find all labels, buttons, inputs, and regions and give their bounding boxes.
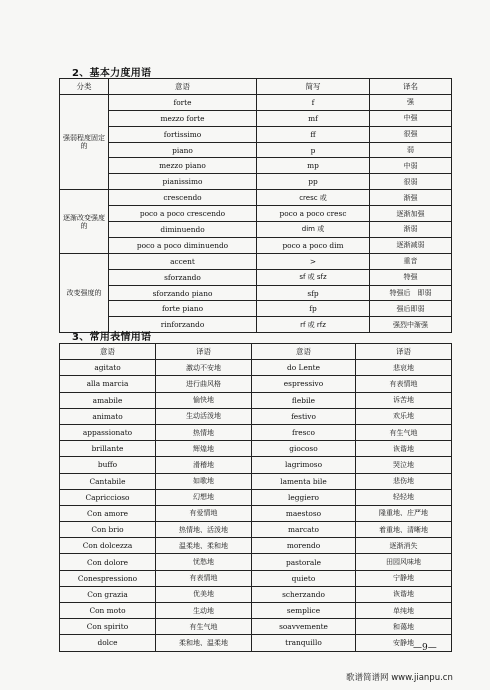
table-row	[60, 110, 452, 126]
translation: 渐强	[370, 190, 452, 206]
translation: 强	[370, 94, 452, 110]
italian-term: lagrimoso	[252, 457, 356, 473]
header-abbreviation: 简写	[257, 79, 370, 95]
abbreviation: pp	[257, 174, 370, 190]
table-row	[60, 376, 452, 392]
abbreviation: poco a poco dim	[257, 237, 370, 253]
table-row	[60, 285, 452, 301]
watermark: 歌谱简谱网 www.jianpu.cn	[346, 673, 453, 683]
italian-term: leggiero	[252, 489, 356, 505]
table-row	[60, 237, 452, 253]
translation: 重音	[370, 253, 452, 269]
abbreviation: >	[257, 253, 370, 269]
translation: 田园风味地	[356, 554, 452, 570]
translation: 着重地、清晰地	[356, 522, 452, 538]
translation: 宁静地	[356, 570, 452, 586]
italian-term: mezzo forte	[109, 110, 257, 126]
italian-term: mezzo piano	[109, 158, 257, 174]
table-row	[60, 586, 452, 602]
page-number: —9—	[413, 643, 437, 653]
translation: 安静地	[356, 635, 452, 651]
translation: 逐渐减弱	[370, 237, 452, 253]
italian-term: tranquillo	[252, 635, 356, 651]
abbreviation: ff	[257, 126, 370, 142]
translation: 生动活泼地	[156, 408, 252, 424]
italian-term: marcato	[252, 522, 356, 538]
translation: 诙谐地	[356, 441, 452, 457]
italian-term: poco a poco crescendo	[109, 206, 257, 222]
italian-term: animato	[60, 408, 156, 424]
translation: 进行曲风格	[156, 376, 252, 392]
translation: 特强后 即弱	[370, 285, 452, 301]
italian-term: alla marcia	[60, 376, 156, 392]
italian-term: soavvemente	[252, 619, 356, 635]
header-translation: 译语	[356, 344, 452, 360]
header-category: 分类	[60, 79, 109, 95]
translation: 忧愁地	[156, 554, 252, 570]
italian-term: festivo	[252, 408, 356, 424]
translation: 特强	[370, 269, 452, 285]
translation: 单纯地	[356, 603, 452, 619]
translation: 欢乐地	[356, 408, 452, 424]
header-italian: 意语	[60, 344, 156, 360]
italian-term: appassionato	[60, 424, 156, 440]
italian-term: buffo	[60, 457, 156, 473]
table-row	[60, 408, 452, 424]
translation: 辉煌地	[156, 441, 252, 457]
italian-term: semplice	[252, 603, 356, 619]
table-row	[60, 619, 452, 635]
table-row	[60, 206, 452, 222]
table-row	[60, 522, 452, 538]
translation: 有生气地	[156, 619, 252, 635]
italian-term: agitato	[60, 360, 156, 376]
italian-term: forte piano	[109, 301, 257, 317]
translation: 愉快地	[156, 392, 252, 408]
dynamics-table	[59, 78, 452, 333]
italian-term: Con moto	[60, 603, 156, 619]
italian-term: giocoso	[252, 441, 356, 457]
translation: 有表情地	[356, 376, 452, 392]
abbreviation: rf 或 rfz	[257, 317, 370, 333]
table-row	[60, 142, 452, 158]
translation: 有表情地	[156, 570, 252, 586]
table-row	[60, 441, 452, 457]
italian-term: forte	[109, 94, 257, 110]
translation: 隆重地、庄严地	[356, 505, 452, 521]
translation: 轻轻地	[356, 489, 452, 505]
abbreviation: sf 或 sfz	[257, 269, 370, 285]
translation: 中弱	[370, 158, 452, 174]
table-row	[60, 603, 452, 619]
italian-term: Cantabile	[60, 473, 156, 489]
translation: 柔和地、温柔地	[156, 635, 252, 651]
italian-term: amabile	[60, 392, 156, 408]
abbreviation: p	[257, 142, 370, 158]
translation: 生动地	[156, 603, 252, 619]
section-title-dynamics: 2、基本力度用语	[72, 68, 152, 79]
abbreviation: cresc 或	[257, 190, 370, 206]
italian-term: lamenta bile	[252, 473, 356, 489]
translation: 强后即弱	[370, 301, 452, 317]
table-header-row	[60, 344, 452, 360]
italian-term: Con spirito	[60, 619, 156, 635]
abbreviation: mp	[257, 158, 370, 174]
category-cell: 改变强度的	[60, 253, 109, 332]
italian-term: brillante	[60, 441, 156, 457]
translation: 很弱	[370, 174, 452, 190]
italian-term: Con grazia	[60, 586, 156, 602]
table-row	[60, 269, 452, 285]
italian-term: fortissimo	[109, 126, 257, 142]
italian-term: poco a poco diminuendo	[109, 237, 257, 253]
translation: 如歌地	[156, 473, 252, 489]
italian-term: morendo	[252, 538, 356, 554]
header-italian: 意语	[252, 344, 356, 360]
abbreviation: mf	[257, 110, 370, 126]
header-translation: 译语	[156, 344, 252, 360]
italian-term: diminuendo	[109, 222, 257, 238]
abbreviation: poco a poco cresc	[257, 206, 370, 222]
section-title-expression: 3、常用表情用语	[72, 332, 152, 343]
abbreviation: sfp	[257, 285, 370, 301]
table-row	[60, 457, 452, 473]
table-row	[60, 222, 452, 238]
table-row	[60, 538, 452, 554]
italian-term: scherzando	[252, 586, 356, 602]
table-row	[60, 505, 452, 521]
table-row	[60, 126, 452, 142]
translation: 激动不安地	[156, 360, 252, 376]
italian-term: quieto	[252, 570, 356, 586]
italian-term: do Lente	[252, 360, 356, 376]
table-row	[60, 174, 452, 190]
table-row	[60, 554, 452, 570]
translation: 中强	[370, 110, 452, 126]
table-row	[60, 473, 452, 489]
table-row	[60, 392, 452, 408]
italian-term: Con amore	[60, 505, 156, 521]
italian-term: accent	[109, 253, 257, 269]
table-row	[60, 301, 452, 317]
table-row	[60, 489, 452, 505]
italian-term: crescendo	[109, 190, 257, 206]
abbreviation: dim 或	[257, 222, 370, 238]
italian-term: Conespressiono	[60, 570, 156, 586]
table-row	[60, 570, 452, 586]
translation: 有生气地	[356, 424, 452, 440]
italian-term: sforzando	[109, 269, 257, 285]
translation: 渐弱	[370, 222, 452, 238]
italian-term: piano	[109, 142, 257, 158]
translation: 热情地	[156, 424, 252, 440]
italian-term: sforzando piano	[109, 285, 257, 301]
table-row	[60, 253, 452, 269]
translation: 幻想地	[156, 489, 252, 505]
category-cell: 强弱程度固定的	[60, 94, 109, 189]
italian-term: fresco	[252, 424, 356, 440]
italian-term: dolce	[60, 635, 156, 651]
italian-term: rinforzando	[109, 317, 257, 333]
translation: 逐渐消失	[356, 538, 452, 554]
header-italian: 意语	[109, 79, 257, 95]
table-row	[60, 190, 452, 206]
italian-term: pianissimo	[109, 174, 257, 190]
italian-term: Con dolore	[60, 554, 156, 570]
table-row	[60, 158, 452, 174]
abbreviation: fp	[257, 301, 370, 317]
table-row	[60, 94, 452, 110]
table-header-row	[60, 79, 452, 95]
italian-term: espressivo	[252, 376, 356, 392]
italian-term: Capriccioso	[60, 489, 156, 505]
header-translation: 译名	[370, 79, 452, 95]
translation: 诙谐地	[356, 586, 452, 602]
translation: 悲伤地	[356, 473, 452, 489]
table-row	[60, 360, 452, 376]
category-cell: 逐渐改变强度的	[60, 190, 109, 254]
translation: 和蔼地	[356, 619, 452, 635]
translation: 有爱情地	[156, 505, 252, 521]
translation: 逐渐加强	[370, 206, 452, 222]
translation: 滑稽地	[156, 457, 252, 473]
translation: 强烈中渐强	[370, 317, 452, 333]
table-row	[60, 635, 452, 651]
italian-term: Con brio	[60, 522, 156, 538]
italian-term: pastorale	[252, 554, 356, 570]
translation: 弱	[370, 142, 452, 158]
translation: 诉苦地	[356, 392, 452, 408]
translation: 哭泣地	[356, 457, 452, 473]
expression-table	[59, 343, 452, 652]
translation: 很强	[370, 126, 452, 142]
translation: 悲哀地	[356, 360, 452, 376]
translation: 热情地、活泼地	[156, 522, 252, 538]
translation: 温柔地、柔和地	[156, 538, 252, 554]
italian-term: flebile	[252, 392, 356, 408]
translation: 优美地	[156, 586, 252, 602]
italian-term: maestoso	[252, 505, 356, 521]
italian-term: Con dolcezza	[60, 538, 156, 554]
abbreviation: f	[257, 94, 370, 110]
table-row	[60, 424, 452, 440]
